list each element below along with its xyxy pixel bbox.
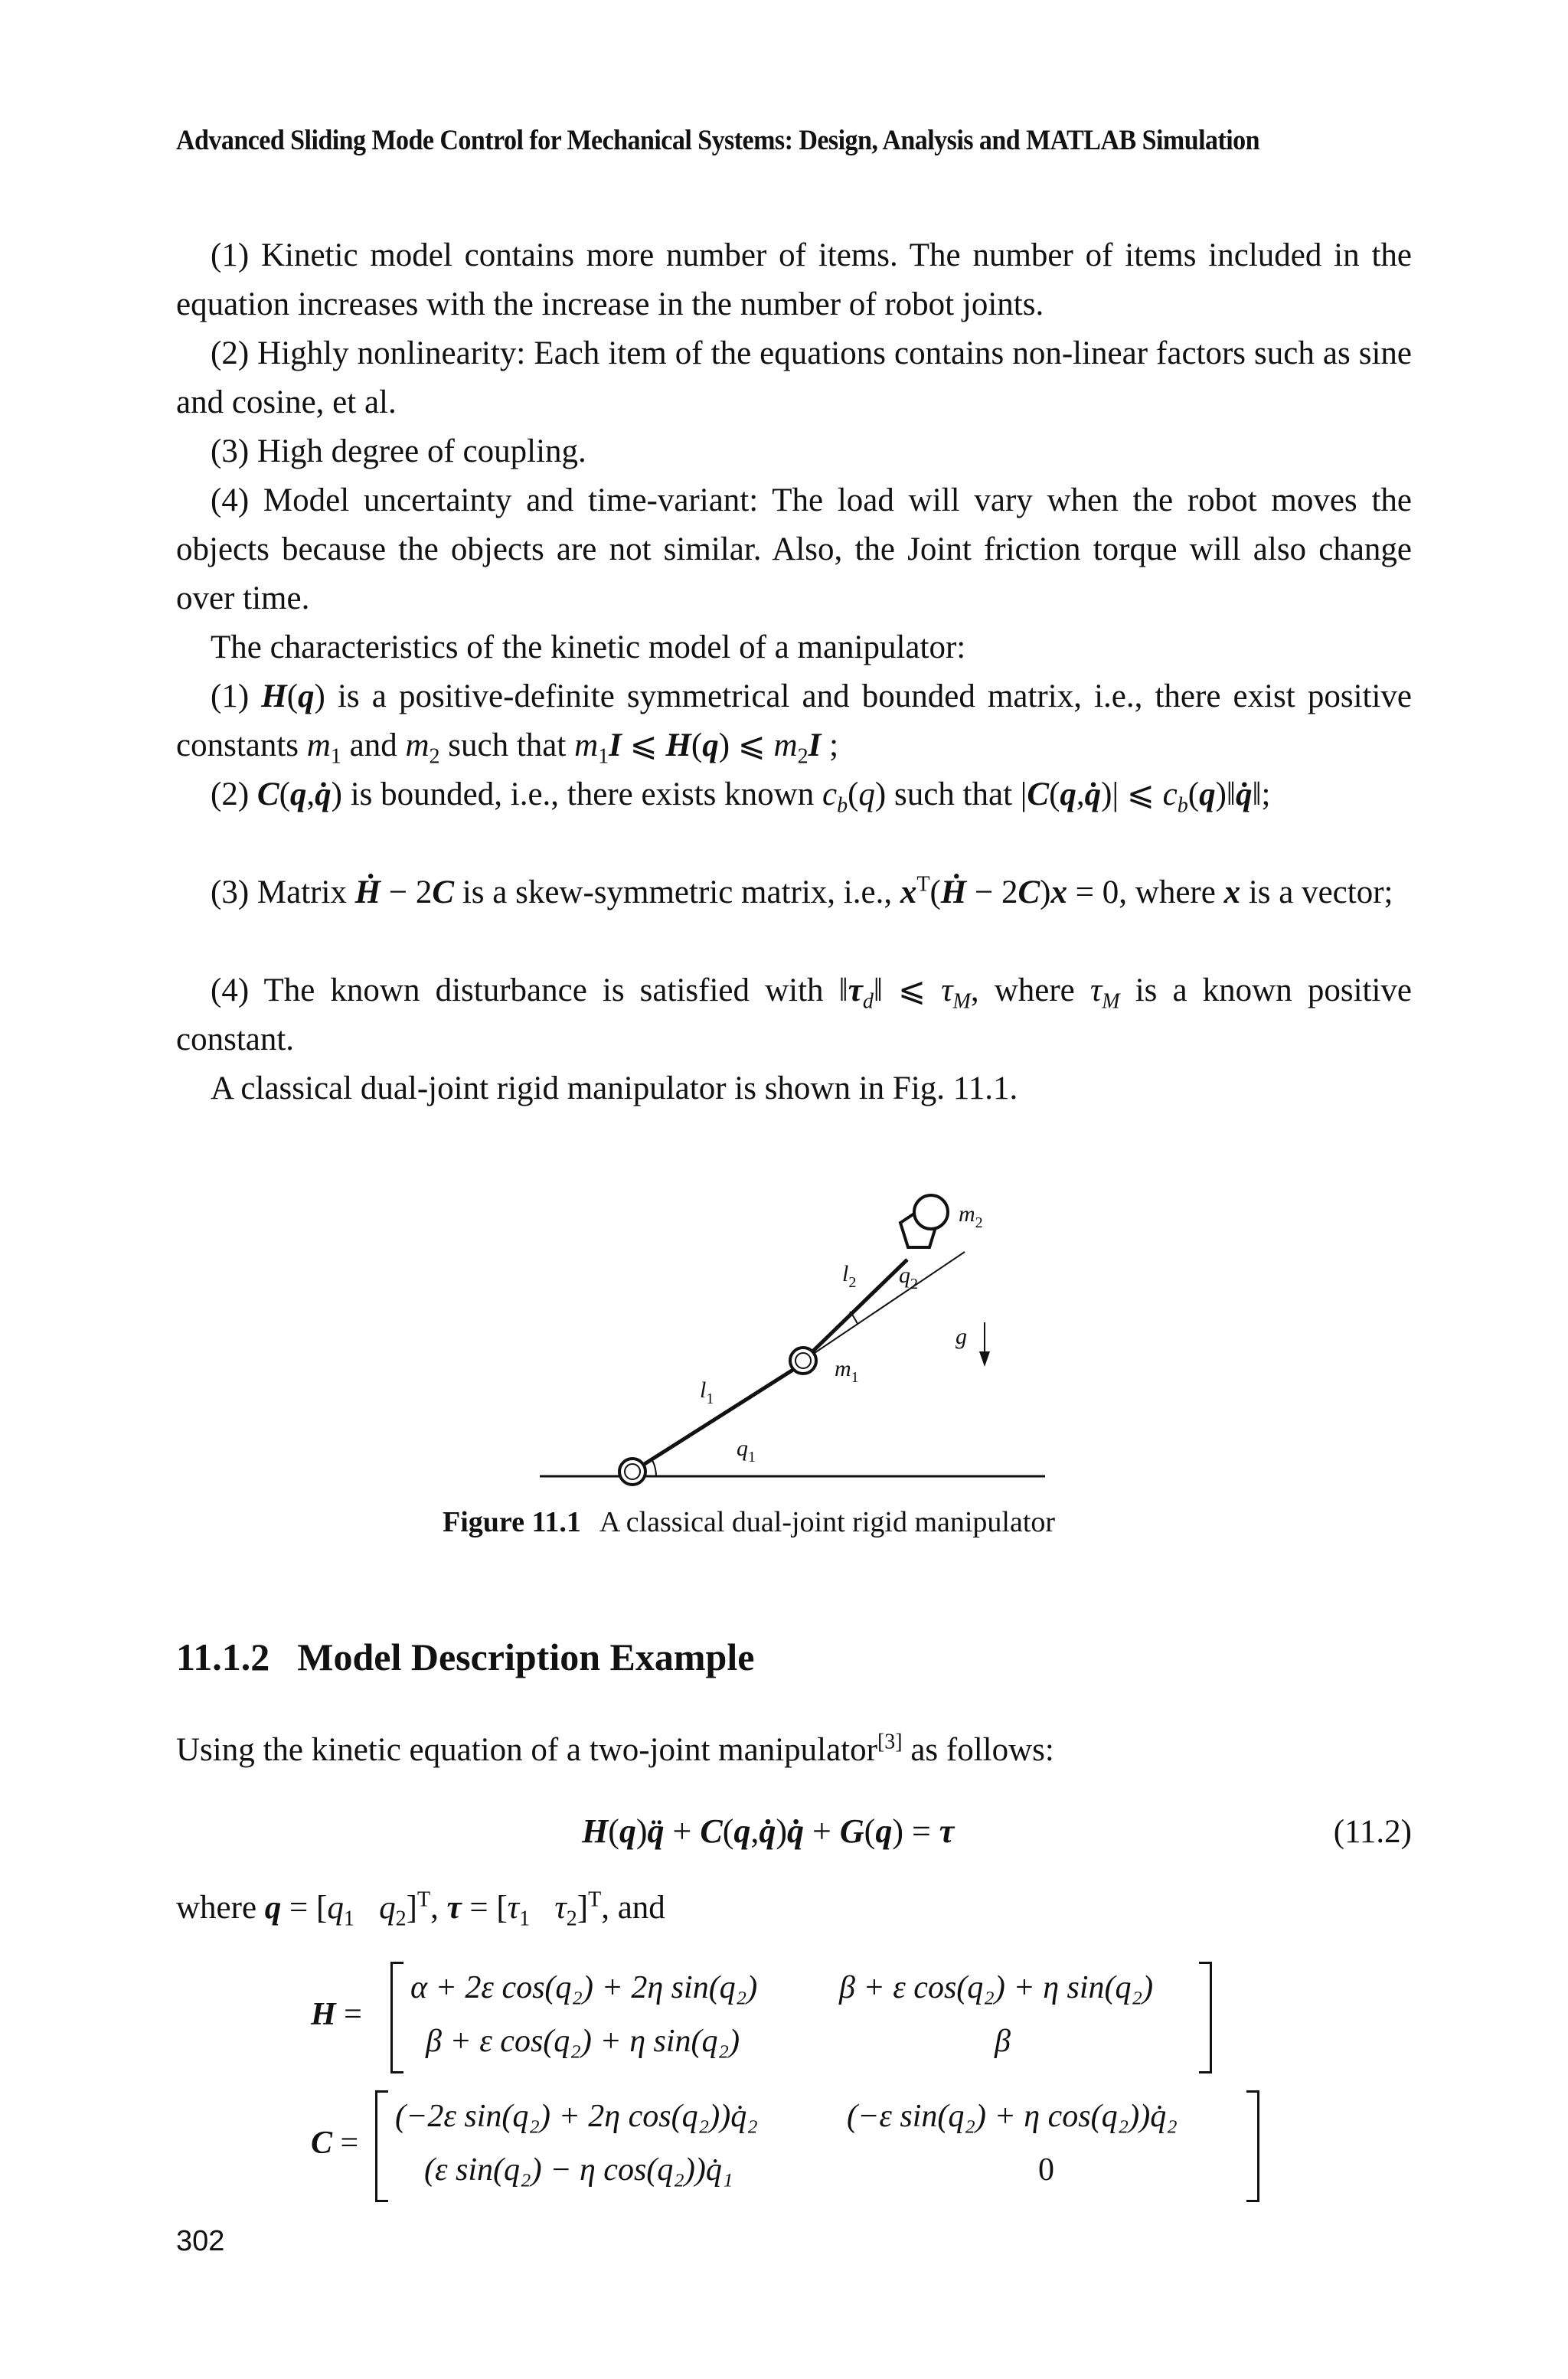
property-4-text: (4) The known disturbance is satisfied with [211, 972, 839, 1008]
matrix-C-right-bracket [1246, 2090, 1259, 2202]
property-2-text: (2) [211, 776, 257, 812]
matrix-H [311, 1962, 1268, 2077]
property-1-text: is a positive-definite symmetrical and bounded matrix, i.e., there exist positive constants [176, 678, 1412, 763]
property-1-text: and [341, 727, 406, 763]
matrix-C-r1c2: (−ε sin(q₂) + η cos(q₂))q̇₂ [847, 2099, 1178, 2134]
property-1: (1) H(q) is a positive-definite symmetrical and bounded matrix, i.e., there exist positive constants $m_1$ and $m_2$ such that $m_1I$ ⩽ H(q) ⩽ $m_2I$ ; [176, 678, 1412, 769]
property-3-text: (3) Matrix [211, 874, 355, 910]
intro-after: as follows: [902, 1732, 1054, 1768]
math-m2: m [405, 727, 430, 763]
mass-m2-ball [914, 1195, 948, 1229]
label-m1: $m_1$ [835, 1356, 859, 1386]
caption-label: Figure 11.1 [443, 1506, 581, 1538]
running-head: Advanced Sliding Mode Control for Mechanical Systems: Design, Analysis and MATLAB Simulation [176, 125, 1259, 156]
label-l2: $l_2$ [842, 1261, 857, 1291]
label-l1: $l_1$ [700, 1377, 714, 1407]
matrix-H-r2c2: β [995, 2024, 1011, 2059]
property-3-text: where [1127, 874, 1224, 910]
where-text: where [176, 1890, 265, 1926]
paragraph-figure-ref: A classical dual-joint rigid manipulator is shown in Fig. 11.1. [211, 1070, 1018, 1106]
where-line: where $q = [q_1$ $q_2]^T$, $\tau = [\tau_1$ $\tau_2]^T$, and [176, 1887, 665, 1931]
matrix-C-r1c1: (−2ε sin(q₂) + 2η cos(q₂))q̇₂ [395, 2099, 758, 2134]
caption-text: A classical dual-joint rigid manipulator [599, 1506, 1056, 1538]
figure-caption [443, 1505, 1055, 1539]
property-3: (3) Matrix Ḣ − 2C is a skew-symmetric matrix, i.e., $x^T(Ḣ - 2C)x = 0$, where x is a vector; [211, 872, 1393, 910]
section-number: 11.1.2 [176, 1636, 270, 1678]
matrix-C-r2c2: 0 [1038, 2152, 1054, 2188]
property-4-text: where [978, 972, 1090, 1008]
matrix-H-r1c1: α + 2ε cos(q₂) + 2η sin(q₂) [410, 1970, 758, 2005]
math-C: C [256, 776, 279, 812]
matrix-C-r2c1: (ε sin(q₂) − η cos(q₂))q̇₁ [424, 2152, 733, 2188]
property-1-text: such that [439, 727, 575, 763]
label-g: g [956, 1324, 967, 1349]
label-q1: $q_1$ [737, 1436, 756, 1466]
matrix-C [311, 2090, 1268, 2205]
reference-line [803, 1252, 965, 1361]
property-2: (2) C(q,q̇) is bounded, i.e., there exists known $c_b(q)$ such that |C(q,q̇)| ⩽ $c_b(q)‖q̇‖$; [211, 776, 1271, 818]
where-text: , [430, 1890, 447, 1926]
label-m2: $m_2$ [959, 1201, 983, 1231]
property-3-text: is a skew-symmetric matrix, i.e., [454, 874, 900, 910]
matrix-H-right-bracket [1199, 1962, 1212, 2073]
equation-11-2: H(q)q̈ + C(q,q̇)q̇ + G(q) = τ [582, 1812, 955, 1850]
paragraph-2: (2) Highly nonlinearity: Each item of the equations contains non-linear factors such as sine and cosine, et al. [176, 335, 1412, 420]
property-2-text: such that [886, 776, 1021, 812]
matrix-H-name: H = [311, 1997, 362, 2032]
paragraph-4: (4) Model uncertainty and time-variant: The load will vary when the robot moves the objects because the objects are not similar. Also, the Joint friction torque will also change over time. [176, 482, 1412, 616]
page-number: 302 [176, 2225, 225, 2257]
property-2-text: is bounded, i.e., there exists known [341, 776, 822, 812]
citation: [3] [877, 1730, 903, 1754]
paragraph-1: (1) Kinetic model contains more number of items. The number of items included in the equation increases with the increase in the number of robot joints. [176, 237, 1412, 322]
intro-text: Using the kinetic equation of a two-joint manipulator [176, 1732, 877, 1768]
angle-q1-arc [652, 1460, 656, 1476]
equation-number: (11.2) [1333, 1814, 1412, 1850]
math-m1: m [306, 727, 331, 763]
property-4: (4) The known disturbance is satisfied with $‖\tau_d‖$ ⩽ $\tau_M$, where $\tau_M$ is a known positive constant. [176, 972, 1412, 1057]
paragraph-3: (3) High degree of coupling. [211, 433, 586, 469]
section-title: Model Description Example [297, 1636, 755, 1678]
link-1 [632, 1367, 798, 1472]
matrix-H-r1c2: β + ε cos(q₂) + η sin(q₂) [839, 1970, 1154, 2005]
paragraph-5: The characteristics of the kinetic model of a manipulator: [211, 629, 966, 665]
section-heading [176, 1635, 754, 1679]
matrix-H-left-bracket [390, 1962, 403, 2073]
matrix-H-r2c1: β + ε cos(q₂) + η sin(q₂) [426, 2024, 740, 2059]
intro-paragraph [176, 1726, 1412, 1775]
where-text: , and [601, 1890, 665, 1926]
manipulator-figure [536, 1183, 1057, 1505]
base-joint [619, 1459, 645, 1485]
matrix-C-name: C = [311, 2126, 359, 2161]
property-1-text: ; [821, 727, 839, 763]
label-q2: $q_2$ [899, 1263, 918, 1292]
matrix-C-left-bracket [375, 2090, 388, 2202]
property-1-text: (1) [211, 678, 262, 714]
math-H-q: H [261, 678, 287, 714]
math-Hdot-2C: Ḣ [354, 874, 381, 910]
property-3-text: is a vector; [1240, 874, 1393, 910]
elbow-joint [790, 1348, 816, 1374]
property-4-text: is a known positive constant. [176, 972, 1412, 1057]
